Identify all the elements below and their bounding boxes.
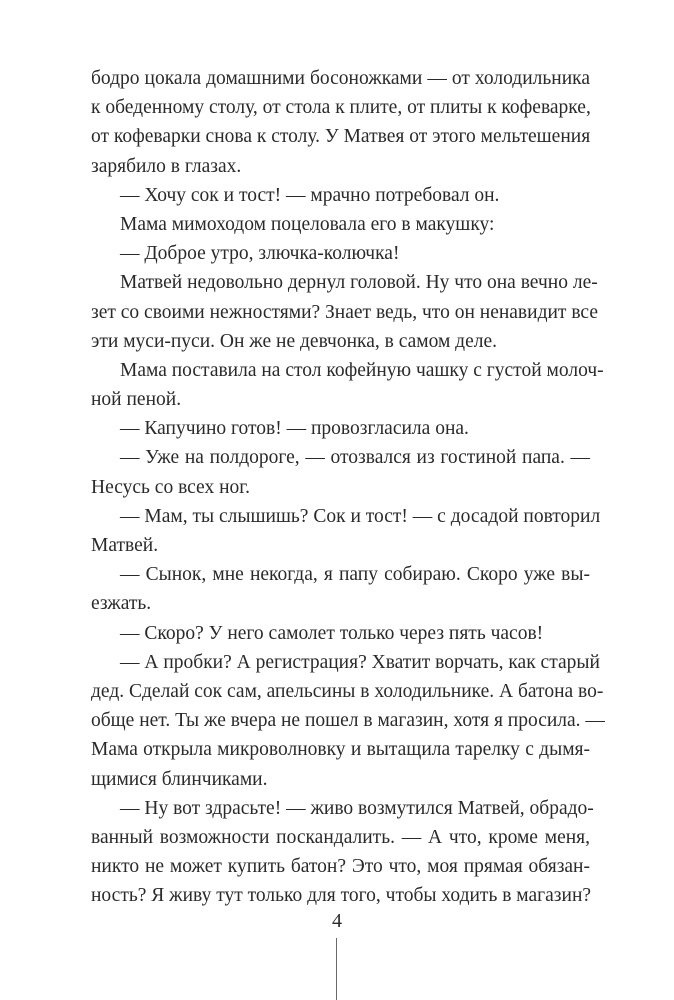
text-line: — Доброе утро, злючка-колючка!	[120, 243, 400, 265]
text-line: Мама мимоходом поцеловала его в макушку:	[120, 213, 495, 235]
text-line: от кофеварки снова к столу. У Матвея от этого мельтешения	[91, 126, 591, 148]
text-line: никто не может купить батон? Это что, моя прямая обязан-	[91, 856, 590, 878]
text-line: ной пеной.	[91, 389, 182, 411]
text-line: — Капучино готов! — провозгласила она.	[120, 418, 469, 440]
text-line: — Мам, ты слышишь? Сок и тост! — с досадой повторил	[120, 505, 601, 527]
text-line: — Хочу сок и тост! — мрачно потребовал он.	[120, 184, 500, 206]
text-line: к обеденному столу, от стола к плите, от плиты к кофеварке,	[91, 97, 591, 119]
text-line: дед. Сделай сок сам, апельсины в холодильнике. А батона во-	[91, 680, 604, 702]
page-number: 4	[332, 910, 342, 932]
text-line: зарябило в глазах.	[91, 155, 242, 177]
page-text	[91, 64, 605, 910]
text-line: езжать.	[91, 593, 152, 615]
text-line: Мама открыла микроволновку и вытащила тарелку с дымя-	[91, 739, 590, 761]
text-line: ность? Я живу тут только для того, чтобы ходить в магазин?	[91, 885, 592, 907]
text-line: Матвей недовольно дернул головой. Ну что она вечно ле-	[120, 272, 598, 294]
text-line: обще нет. Ты же вчера не пошел в магазин, хотя я просила. —	[91, 710, 605, 732]
text-line: — Сынок, мне некогда, я папу собираю. Скоро уже вы-	[120, 564, 590, 586]
text-line: — Уже на полдороге, — отозвался из гостиной папа. —	[120, 447, 590, 469]
page-number-rule	[336, 938, 337, 1000]
text-line: Мама поставила на стол кофейную чашку с густой молоч-	[120, 359, 604, 381]
text-line: эти муси-пуси. Он же не девчонка, в самом деле.	[91, 330, 498, 352]
text-line: ванный возможности поскандалить. — А что, кроме меня,	[91, 826, 590, 848]
text-line: Матвей.	[91, 535, 159, 556]
text-line: зет со своими нежностями? Знает ведь, что он ненавидит все	[91, 301, 598, 323]
text-line: — Ну вот здрасьте! — живо возмутился Матвей, обрадо-	[120, 797, 594, 819]
text-line: щимися блинчиками.	[91, 768, 268, 790]
text-line: Несусь со всех ног.	[91, 476, 250, 498]
text-line: — Скоро? У него самолет только через пять часов!	[120, 622, 544, 644]
text-line: бодро цокала домашними босоножками — от холодильника	[91, 68, 590, 89]
text-line: — А пробки? А регистрация? Хватит ворчать, как старый	[120, 651, 600, 673]
